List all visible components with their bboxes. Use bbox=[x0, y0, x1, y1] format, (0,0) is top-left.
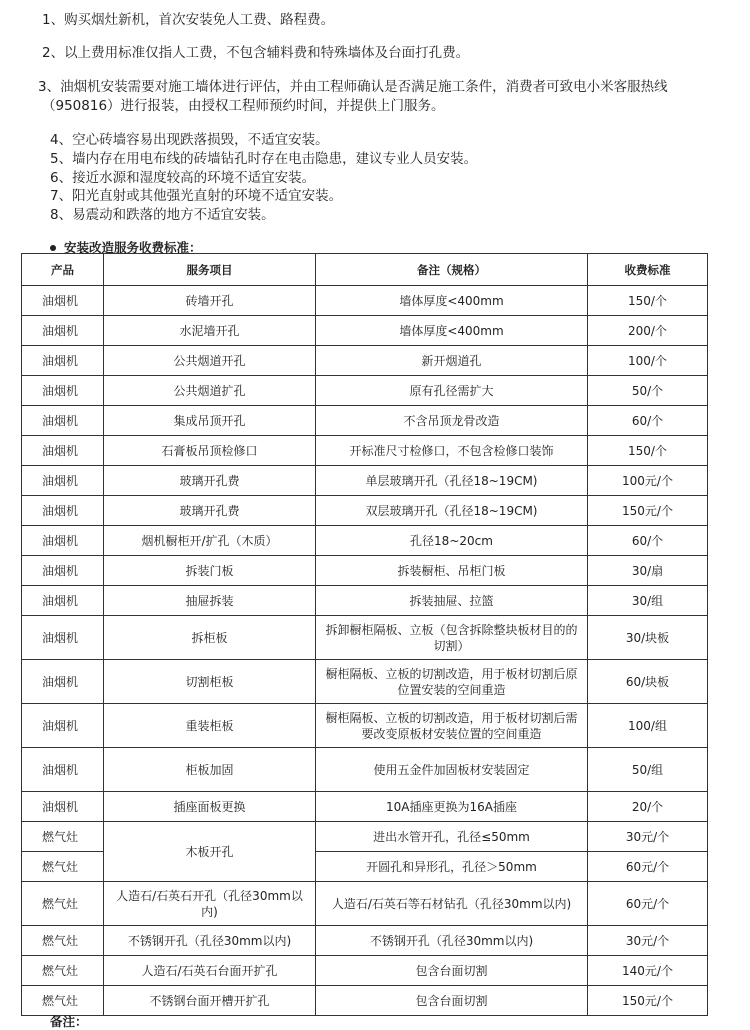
fee-table bbox=[21, 253, 708, 1016]
cell-product: 油烟机 bbox=[22, 496, 104, 526]
cell-remark: 不锈钢开孔（孔径30mm以内) bbox=[316, 926, 588, 956]
cell-remark: 进出水管开孔，孔径≤50mm bbox=[316, 822, 588, 852]
cell-product: 油烟机 bbox=[22, 406, 104, 436]
cell-fee: 140元/个 bbox=[588, 956, 708, 986]
cell-product: 油烟机 bbox=[22, 436, 104, 466]
cell-fee: 100/组 bbox=[588, 704, 708, 748]
cell-remark: 孔径18~20cm bbox=[316, 526, 588, 556]
cell-remark: 拆装抽屉、拉篮 bbox=[316, 586, 588, 616]
cell-remark: 墙体厚度<400mm bbox=[316, 286, 588, 316]
table-row bbox=[22, 466, 708, 496]
cell-remark: 开标准尺寸检修口，不包含检修口装饰 bbox=[316, 436, 588, 466]
cell-service: 柜板加固 bbox=[104, 748, 316, 792]
cell-service: 拆柜板 bbox=[104, 616, 316, 660]
cell-service: 人造石/石英石台面开扩孔 bbox=[104, 956, 316, 986]
cell-fee: 100元/个 bbox=[588, 466, 708, 496]
cell-product: 燃气灶 bbox=[22, 882, 104, 926]
cell-service: 不锈钢开孔（孔径30mm以内) bbox=[104, 926, 316, 956]
cell-product: 油烟机 bbox=[22, 316, 104, 346]
table-row bbox=[22, 376, 708, 406]
cell-service: 烟机橱柜开/扩孔（木质） bbox=[104, 526, 316, 556]
table-row bbox=[22, 496, 708, 526]
cell-fee: 150/个 bbox=[588, 286, 708, 316]
cell-fee: 60元/个 bbox=[588, 882, 708, 926]
cell-product: 燃气灶 bbox=[22, 986, 104, 1016]
cell-remark: 原有孔径需扩大 bbox=[316, 376, 588, 406]
cell-service: 公共烟道扩孔 bbox=[104, 376, 316, 406]
cell-product: 油烟机 bbox=[22, 748, 104, 792]
cell-product: 油烟机 bbox=[22, 286, 104, 316]
cell-remark: 橱柜隔板、立板的切割改造，用于板材切割后原位置安装的空间重造 bbox=[316, 660, 588, 704]
header-remark: 备注（规格） bbox=[316, 254, 588, 286]
cell-fee: 30/扇 bbox=[588, 556, 708, 586]
cell-fee: 60/个 bbox=[588, 526, 708, 556]
cell-service: 水泥墙开孔 bbox=[104, 316, 316, 346]
table-header-row bbox=[22, 254, 708, 286]
cell-product: 油烟机 bbox=[22, 704, 104, 748]
cell-fee: 60/个 bbox=[588, 406, 708, 436]
table-row bbox=[22, 792, 708, 822]
cell-product: 油烟机 bbox=[22, 346, 104, 376]
cell-remark: 新开烟道孔 bbox=[316, 346, 588, 376]
note-3-line-2: （950816）进行报装，由授权工程师预约时间，并提供上门服务。 bbox=[42, 98, 445, 114]
cell-remark: 包含台面切割 bbox=[316, 986, 588, 1016]
header-product: 产品 bbox=[22, 254, 104, 286]
table-row bbox=[22, 822, 708, 852]
note-5: 5、墙内存在用电布线的砖墙钻孔时存在电击隐患，建议专业人员安装。 bbox=[50, 151, 478, 167]
cell-product: 油烟机 bbox=[22, 526, 104, 556]
cell-product: 燃气灶 bbox=[22, 956, 104, 986]
cell-remark: 人造石/石英石等石材钻孔（孔径30mm以内) bbox=[316, 882, 588, 926]
cell-service: 切割柜板 bbox=[104, 660, 316, 704]
cell-service: 玻璃开孔费 bbox=[104, 496, 316, 526]
note-2: 2、以上费用标准仅指人工费，不包含辅料费和特殊墙体及台面打孔费。 bbox=[42, 45, 470, 61]
cell-fee: 60元/个 bbox=[588, 852, 708, 882]
cell-service-merged: 木板开孔 bbox=[104, 822, 316, 882]
cell-remark: 开圆孔和异形孔，孔径＞50mm bbox=[316, 852, 588, 882]
cell-remark: 橱柜隔板、立板的切割改造，用于板材切割后需要改变原板材安装位置的空间重造 bbox=[316, 704, 588, 748]
table-row bbox=[22, 748, 708, 792]
table-row bbox=[22, 556, 708, 586]
cell-remark: 包含台面切割 bbox=[316, 956, 588, 986]
cell-remark: 墙体厚度<400mm bbox=[316, 316, 588, 346]
note-6: 6、接近水源和湿度较高的环境不适宜安装。 bbox=[50, 170, 316, 186]
cell-service: 砖墙开孔 bbox=[104, 286, 316, 316]
cell-service: 重装柜板 bbox=[104, 704, 316, 748]
section-title-text: 安装改造服务收费标准： bbox=[64, 240, 202, 255]
cell-product: 燃气灶 bbox=[22, 822, 104, 852]
cell-remark: 使用五金件加固板材安装固定 bbox=[316, 748, 588, 792]
cell-service: 玻璃开孔费 bbox=[104, 466, 316, 496]
table-row bbox=[22, 436, 708, 466]
cell-fee: 30/组 bbox=[588, 586, 708, 616]
cell-fee: 150元/个 bbox=[588, 986, 708, 1016]
cell-fee: 50/个 bbox=[588, 376, 708, 406]
note-3-line-1: 3、油烟机安装需要对施工墙体进行评估，并由工程师确认是否满足施工条件，消费者可致电小米客服热线 bbox=[38, 79, 668, 95]
cell-fee: 100/个 bbox=[588, 346, 708, 376]
table-row bbox=[22, 704, 708, 748]
bullet-icon bbox=[50, 245, 56, 251]
cell-product: 油烟机 bbox=[22, 586, 104, 616]
note-1: 1、购买烟灶新机，首次安装免人工费、路程费。 bbox=[42, 12, 335, 28]
cell-product: 油烟机 bbox=[22, 556, 104, 586]
table-row bbox=[22, 660, 708, 704]
note-8: 8、易震动和跌落的地方不适宜安装。 bbox=[50, 207, 275, 223]
cell-service: 拆装门板 bbox=[104, 556, 316, 586]
cell-fee: 150元/个 bbox=[588, 496, 708, 526]
cell-service: 集成吊顶开孔 bbox=[104, 406, 316, 436]
cell-service: 插座面板更换 bbox=[104, 792, 316, 822]
header-service: 服务项目 bbox=[104, 254, 316, 286]
cell-product: 油烟机 bbox=[22, 660, 104, 704]
table-row bbox=[22, 986, 708, 1016]
table-row bbox=[22, 586, 708, 616]
cell-fee: 20/个 bbox=[588, 792, 708, 822]
cell-service: 石膏板吊顶检修口 bbox=[104, 436, 316, 466]
cell-product: 油烟机 bbox=[22, 376, 104, 406]
note-4: 4、空心砖墙容易出现跌落损毁，不适宜安装。 bbox=[50, 132, 329, 148]
cell-remark: 单层玻璃开孔（孔径18~19CM) bbox=[316, 466, 588, 496]
cell-product: 油烟机 bbox=[22, 792, 104, 822]
cell-product: 油烟机 bbox=[22, 616, 104, 660]
cell-service: 人造石/石英石开孔（孔径30mm以内) bbox=[104, 882, 316, 926]
table-row bbox=[22, 316, 708, 346]
cell-fee: 30元/个 bbox=[588, 822, 708, 852]
cell-remark: 不含吊顶龙骨改造 bbox=[316, 406, 588, 436]
table-row bbox=[22, 526, 708, 556]
cell-remark: 10A插座更换为16A插座 bbox=[316, 792, 588, 822]
cell-service: 公共烟道开孔 bbox=[104, 346, 316, 376]
table-row bbox=[22, 406, 708, 436]
table-row bbox=[22, 616, 708, 660]
cell-remark: 双层玻璃开孔（孔径18~19CM) bbox=[316, 496, 588, 526]
cell-service: 不锈钢台面开槽开扩孔 bbox=[104, 986, 316, 1016]
cell-fee: 60/块板 bbox=[588, 660, 708, 704]
cell-fee: 30/块板 bbox=[588, 616, 708, 660]
cell-product: 燃气灶 bbox=[22, 852, 104, 882]
cell-fee: 30元/个 bbox=[588, 926, 708, 956]
header-fee: 收费标准 bbox=[588, 254, 708, 286]
table-row bbox=[22, 956, 708, 986]
table-row bbox=[22, 286, 708, 316]
table-row bbox=[22, 882, 708, 926]
table-row bbox=[22, 346, 708, 376]
note-7: 7、阳光直射或其他强光直射的环境不适宜安装。 bbox=[50, 188, 343, 204]
cell-remark: 拆卸橱柜隔板、立板（包含拆除整块板材目的的切割） bbox=[316, 616, 588, 660]
cell-service: 抽屉拆装 bbox=[104, 586, 316, 616]
table-row bbox=[22, 926, 708, 956]
cell-product: 燃气灶 bbox=[22, 926, 104, 956]
footer-remark-label: 备注： bbox=[50, 1014, 88, 1029]
cell-fee: 50/组 bbox=[588, 748, 708, 792]
cell-product: 油烟机 bbox=[22, 466, 104, 496]
cell-fee: 200/个 bbox=[588, 316, 708, 346]
cell-remark: 拆装橱柜、吊柜门板 bbox=[316, 556, 588, 586]
cell-fee: 150/个 bbox=[588, 436, 708, 466]
